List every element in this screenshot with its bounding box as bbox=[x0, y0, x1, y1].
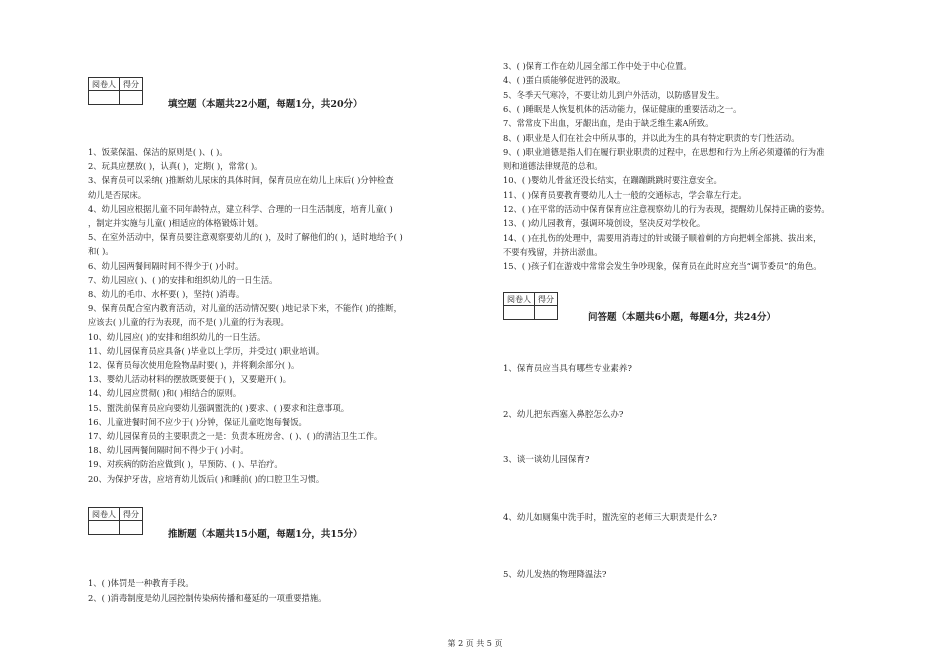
question-line: 12、( )在平常的活动中保育保育应注意视察幼儿的行为表现，提醒幼儿保持正确的姿势。 bbox=[503, 204, 830, 214]
question-line: 则和道德法律规范的总和。 bbox=[503, 161, 603, 172]
question-line: 幼儿是否尿床。 bbox=[88, 189, 147, 200]
question-line: 应该去( )儿童的行为表现，而不是( )儿童的行为表现。 bbox=[88, 317, 289, 328]
question-line: 1、( )体罚是一种教育手段。 bbox=[88, 578, 194, 588]
question-line: 13、( )幼儿园教育，强调环境创设，坚决反对学校化。 bbox=[503, 218, 706, 229]
fill-section-title: 填空题（本题共22小题，每题1分，共20分） bbox=[168, 99, 363, 110]
question-line: 15、( )孩子们在游戏中常常会发生争吵现象，保育员在此时应充当“调节委员”的角色。 bbox=[503, 261, 822, 272]
question-line: 1、饭菜保温、保洁的原则是( )、( )。 bbox=[88, 147, 228, 157]
score-label: 得分 bbox=[535, 293, 558, 306]
qa-question: 4、幼儿如厕集中洗手时，盥洗室的老师三大职责是什么? bbox=[503, 513, 717, 523]
question-line: 8、( )职业是人们在社会中所从事的，并以此为生的具有特定职责的专门性活动。 bbox=[503, 132, 800, 143]
question-line: 不要有残留，并挤出淤血。 bbox=[503, 246, 603, 257]
score-box-fill bbox=[88, 77, 143, 105]
grader-label: 阅卷人 bbox=[89, 78, 120, 91]
question-line: 2、( )消毒制度是幼儿园控制传染病传播和蔓延的一项重要措施。 bbox=[88, 592, 327, 603]
question-line: ，制定并实施与儿童( )相适应的体格锻炼计划。 bbox=[88, 218, 264, 228]
question-line: 3、( )保育工作在幼儿园全部工作中处于中心位置。 bbox=[503, 61, 692, 71]
qa-question: 5、幼儿发热的物理降温法? bbox=[503, 570, 607, 580]
page-footer: 第 2 页 共 5 页 bbox=[447, 639, 503, 648]
question-line: 12、保育员每次使用危险物品时要( )，并将剩余部分( )。 bbox=[88, 360, 300, 370]
question-line: 19、对疾病的防治应做到( )，早预防、( )、早治疗。 bbox=[88, 459, 283, 470]
grader-label: 阅卷人 bbox=[89, 508, 120, 521]
grader-blank[interactable] bbox=[89, 521, 120, 535]
qa-question: 2、幼儿把东西塞入鼻腔怎么办? bbox=[503, 409, 624, 420]
qa-question: 3、谈一谈幼儿园保育? bbox=[503, 455, 590, 465]
question-line: 10、( )婴幼儿骨盆还没长结实，在蹦蹦跳跳时要注意安全。 bbox=[503, 175, 722, 186]
grader-blank[interactable] bbox=[504, 306, 535, 320]
question-line: 14、( )在扎伤的处理中，需要用消毒过的针或镊子顺着刺的方向把刺全部挑、拔出来， bbox=[503, 232, 822, 243]
grader-label: 阅卷人 bbox=[504, 293, 535, 306]
question-line: 6、( )睡眠是人恢复机体的活动能力，保证健康的重要活动之一。 bbox=[503, 103, 742, 114]
question-line: 3、保育员可以采纳( )推断幼儿尿床的具体时间，保育员应在幼儿上床后( )分钟检查 bbox=[88, 175, 394, 186]
question-line: 11、幼儿园保育员应具备( )毕业以上学历，并受过( )职业培训。 bbox=[88, 345, 325, 356]
question-line: 8、幼儿的毛巾、水杯要( )，坚持( )消毒。 bbox=[88, 289, 245, 299]
question-line: 18、幼儿园两餐间隔时间不得少于( )小时。 bbox=[88, 445, 249, 456]
question-line: 11、( )保育员要教育婴幼儿人士一般的交通标志，学会靠左行走。 bbox=[503, 189, 747, 200]
score-blank[interactable] bbox=[120, 521, 143, 535]
question-line: 10、幼儿园应( )的安排和组织幼儿的一日生活。 bbox=[88, 331, 266, 342]
score-box-judge bbox=[88, 507, 143, 535]
score-blank[interactable] bbox=[535, 306, 558, 320]
score-box-qa bbox=[503, 292, 558, 320]
question-line: 17、幼儿园保育员的主要职责之一是：负责本班房舍、( )、( )的清洁卫生工作。 bbox=[88, 431, 383, 441]
qa-section-title: 问答题（本题共6小题，每题4分，共24分） bbox=[588, 312, 776, 323]
question-line: 9、( )职业道德是指人们在履行职业职责的过程中，在思想和行为上所必须遵循的行为准 bbox=[503, 146, 825, 157]
question-line: 7、幼儿园应( )、( )的安排和组织幼儿的一日生活。 bbox=[88, 274, 278, 285]
grader-blank[interactable] bbox=[89, 91, 120, 105]
question-line: 2、玩具应摆放( )，认真( )，定期( )，常常( )。 bbox=[88, 161, 263, 172]
score-blank[interactable] bbox=[120, 91, 143, 105]
qa-question: 1、保育员应当具有哪些专业素养? bbox=[503, 364, 632, 374]
judge-section-title: 推断题（本题共15小题，每题1分，共15分） bbox=[168, 529, 363, 540]
question-line: 14、幼儿园应贯彻( )和( )相结合的原则。 bbox=[88, 388, 242, 399]
question-line: 5、冬季天气寒冷，不要让幼儿到户外活动，以防感冒发生。 bbox=[503, 89, 724, 100]
question-line: 13、婴幼儿活动材料的摆放既要便于( )，又要避开( )。 bbox=[88, 374, 292, 385]
question-line: 4、幼儿园应根据儿童不同年龄特点，建立科学、合理的一日生活制度，培育儿童( ) bbox=[88, 203, 393, 214]
question-line: 9、保育员配合室内教育活动，对儿童的活动情况要( )地记录下来，不能作( )的推断， bbox=[88, 303, 402, 314]
question-line: 15、盥洗前保育员应向要幼儿强调盥洗的( )要求、( )要求和注意事项。 bbox=[88, 402, 350, 413]
question-line: 20、为保护牙齿，应培育幼儿饭后( )和睡前( )的口腔卫生习惯。 bbox=[88, 473, 325, 484]
question-line: 16、儿童进餐时间不应少于( )分钟，保证儿童吃饱每餐饭。 bbox=[88, 416, 307, 427]
question-line: 和( )。 bbox=[88, 246, 114, 257]
score-label: 得分 bbox=[120, 78, 143, 91]
question-line: 5、在室外活动中，保育员要注意观察要幼儿的( )，及时了解他们的( )，适时地给予( ) bbox=[88, 232, 403, 243]
question-line: 4、( )蛋白质能够促进钙的汲取。 bbox=[503, 75, 626, 86]
question-line: 7、常常皮下出血，牙龈出血，是由于缺乏维生素A所致。 bbox=[503, 118, 714, 129]
question-line: 6、幼儿园两餐间隔时间不得少于( )小时。 bbox=[88, 260, 244, 271]
score-label: 得分 bbox=[120, 508, 143, 521]
